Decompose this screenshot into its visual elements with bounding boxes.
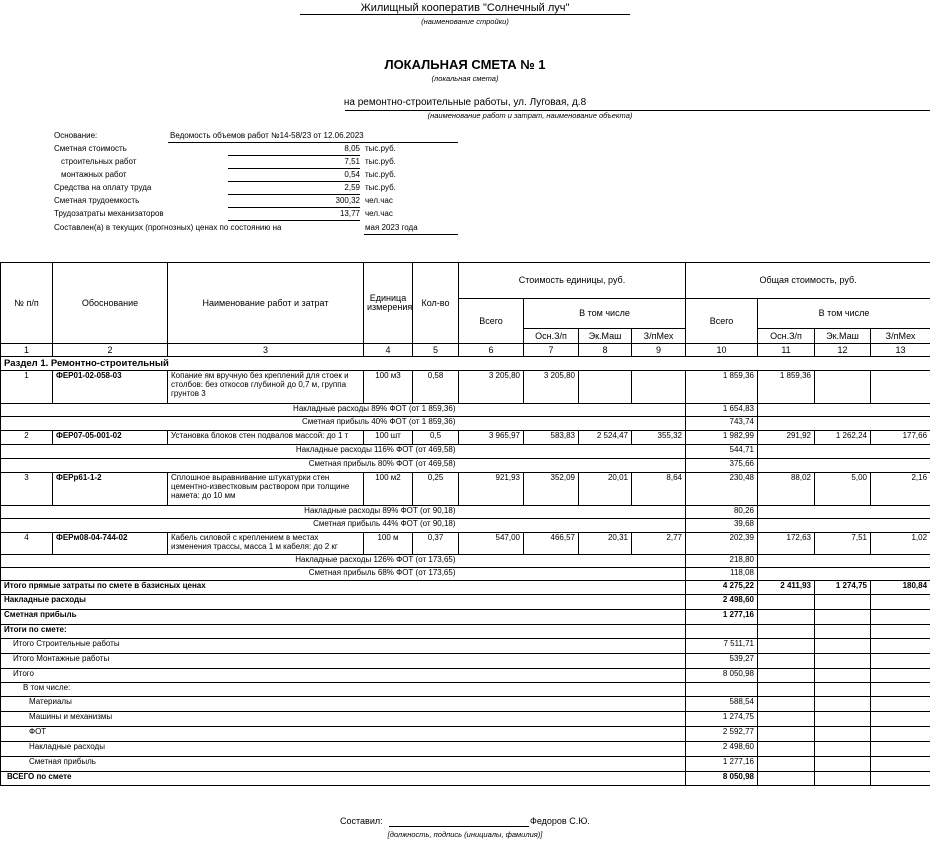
header-basis: Обоснование bbox=[53, 263, 168, 344]
item-u-mach: 2 524,47 bbox=[579, 431, 632, 445]
profit-label: Сметная прибыль 80% ФОТ (от 469,58) bbox=[1, 459, 459, 473]
summary-label: строительных работ bbox=[61, 157, 137, 166]
item-u-osn: 352,09 bbox=[524, 473, 579, 506]
overhead-row bbox=[1, 404, 930, 417]
item-unit: 100 м3 bbox=[364, 371, 413, 404]
summary-value: 300,32 bbox=[335, 196, 360, 205]
profit-sum-row bbox=[1, 757, 930, 772]
divider bbox=[168, 142, 458, 143]
divider bbox=[300, 14, 630, 15]
profit-row bbox=[1, 519, 930, 533]
item-u-total: 3 205,80 bbox=[459, 371, 524, 404]
item-unit: 100 м2 bbox=[364, 473, 413, 506]
overhead-total-row bbox=[1, 595, 930, 610]
overhead-label: Накладные расходы 89% ФОТ (от 1 859,36) bbox=[1, 404, 459, 417]
item-unit: 100 м bbox=[364, 533, 413, 555]
total-label: Сметная прибыль bbox=[1, 757, 686, 772]
total-value: 588,54 bbox=[686, 697, 758, 712]
grand-total-row bbox=[1, 772, 930, 786]
summary-value: 7,51 bbox=[344, 157, 360, 166]
total-label: Итого bbox=[1, 669, 686, 683]
object-caption: (наименование работ и затрат, наименование объекта) bbox=[427, 111, 633, 120]
item-u-mach bbox=[579, 371, 632, 404]
total-value: 4 275,22 bbox=[686, 581, 758, 595]
overhead-label: Накладные расходы 89% ФОТ (от 90,18) bbox=[1, 506, 459, 519]
profit-value: 375,66 bbox=[686, 459, 758, 473]
table-row bbox=[1, 533, 930, 555]
col-number: 1 bbox=[1, 344, 53, 357]
col-number: 5 bbox=[413, 344, 459, 357]
profit-label: Сметная прибыль 68% ФОТ (от 173,65) bbox=[1, 568, 459, 581]
item-t-osn: 172,63 bbox=[758, 533, 815, 555]
item-unit: 100 шт bbox=[364, 431, 413, 445]
profit-row bbox=[1, 459, 930, 473]
item-t-mech: 177,66 bbox=[871, 431, 930, 445]
item-t-osn: 291,92 bbox=[758, 431, 815, 445]
item-u-mach: 20,31 bbox=[579, 533, 632, 555]
table-row bbox=[1, 371, 930, 404]
organization-name: Жилищный кооператив "Солнечный луч" bbox=[360, 2, 570, 14]
profit-value: 118,08 bbox=[686, 568, 758, 581]
total-value: 8 050,98 bbox=[686, 669, 758, 683]
document-title: ЛОКАЛЬНАЯ СМЕТА № 1 bbox=[384, 57, 546, 72]
overhead-value: 80,26 bbox=[686, 506, 758, 519]
construction-row bbox=[1, 639, 930, 654]
item-u-osn: 583,83 bbox=[524, 431, 579, 445]
col-number: 8 bbox=[579, 344, 632, 357]
item-u-mach: 20,01 bbox=[579, 473, 632, 506]
item-t-mach: 1 262,24 bbox=[815, 431, 871, 445]
overhead-row bbox=[1, 445, 930, 459]
item-name: Кабель силовой с креплением в местах изменения трассы, масса 1 м кабеля: до 2 кг bbox=[168, 533, 364, 555]
title-caption: (локальная смета) bbox=[431, 74, 499, 83]
item-t-total: 1 859,36 bbox=[686, 371, 758, 404]
section-title: Раздел 1. Ремонтно-строительный bbox=[1, 357, 930, 371]
header-u-mach: Эк.Маш bbox=[579, 329, 632, 344]
overhead-value: 544,71 bbox=[686, 445, 758, 459]
item-number: 4 bbox=[1, 533, 53, 555]
profit-row bbox=[1, 417, 930, 431]
total-value: 7 511,71 bbox=[686, 639, 758, 654]
divider bbox=[364, 234, 458, 235]
item-code: ФЕР07-05-001-02 bbox=[53, 431, 168, 445]
overhead-sum-row bbox=[1, 742, 930, 757]
item-u-total: 547,00 bbox=[459, 533, 524, 555]
object-name: на ремонтно-строительные работы, ул. Луговая, д.8 bbox=[343, 97, 587, 108]
item-u-osn: 466,57 bbox=[524, 533, 579, 555]
summary-unit: тыс.руб. bbox=[365, 157, 396, 166]
col-number: 7 bbox=[524, 344, 579, 357]
divider bbox=[228, 220, 360, 221]
overhead-row bbox=[1, 555, 930, 568]
summary-label: Трудозатраты механизаторов bbox=[54, 209, 164, 218]
item-t-mech: 1,02 bbox=[871, 533, 930, 555]
prices-label: Составлен(а) в текущих (прогнозных) ценах по состоянию на bbox=[54, 223, 282, 232]
direct-total-row bbox=[1, 581, 930, 595]
item-code: ФЕРм08-04-744-02 bbox=[53, 533, 168, 555]
col-number: 4 bbox=[364, 344, 413, 357]
grand-total-label: ВСЕГО по смете bbox=[1, 772, 686, 786]
item-qty: 0,58 bbox=[413, 371, 459, 404]
header-t-incl: В том числе bbox=[758, 299, 930, 329]
divider bbox=[228, 207, 360, 208]
total-label: Итого Монтажные работы bbox=[1, 654, 686, 669]
item-t-mech bbox=[871, 371, 930, 404]
item-u-mech: 8,64 bbox=[632, 473, 686, 506]
header-t-osn: Осн.З/п bbox=[758, 329, 815, 344]
item-u-osn: 3 205,80 bbox=[524, 371, 579, 404]
col-number: 10 bbox=[686, 344, 758, 357]
item-t-total: 202,39 bbox=[686, 533, 758, 555]
summary-unit: тыс.руб. bbox=[365, 183, 396, 192]
materials-row bbox=[1, 697, 930, 712]
item-t-mach: 7,51 bbox=[815, 533, 871, 555]
profit-value: 39,68 bbox=[686, 519, 758, 533]
summary-label: Сметная трудоемкость bbox=[54, 196, 140, 205]
summary-label: Сметная стоимость bbox=[54, 144, 127, 153]
table-row bbox=[1, 431, 930, 445]
profit-total-row bbox=[1, 610, 930, 625]
summary-value: 0,54 bbox=[344, 170, 360, 179]
overhead-value: 218,80 bbox=[686, 555, 758, 568]
summary-value: 13,77 bbox=[339, 209, 360, 218]
header-unit: Единица измерения bbox=[364, 263, 413, 344]
header-u-incl: В том числе bbox=[524, 299, 686, 329]
header-qty: Кол-во bbox=[413, 263, 459, 344]
item-t-total: 230,48 bbox=[686, 473, 758, 506]
organization-caption: (наименование стройки) bbox=[421, 17, 509, 26]
header-u-total: Всего bbox=[459, 299, 524, 344]
header-t-mech: З/пМех bbox=[871, 329, 930, 344]
profit-row bbox=[1, 568, 930, 581]
item-t-mach: 5,00 bbox=[815, 473, 871, 506]
overhead-value: 1 654,83 bbox=[686, 404, 758, 417]
item-name: Сплошное выравнивание штукатурки стен цементно-известковым раствором при толщине намета: до 10 мм bbox=[168, 473, 364, 506]
basis-label: Основание: bbox=[54, 131, 98, 140]
total-value: 1 277,16 bbox=[686, 610, 758, 625]
total-label: Итоги по смете: bbox=[1, 625, 686, 639]
col-number: 3 bbox=[168, 344, 364, 357]
item-t-total: 1 982,99 bbox=[686, 431, 758, 445]
divider bbox=[228, 194, 360, 195]
summary-unit: чел.час bbox=[365, 196, 393, 205]
fot-row bbox=[1, 727, 930, 742]
item-name: Копание ям вручную без креплений для стоек и столбов: без откосов глубиной до 0,7 м, группа грунтов 3 bbox=[168, 371, 364, 404]
item-t-mach bbox=[815, 371, 871, 404]
item-qty: 0,25 bbox=[413, 473, 459, 506]
signature-line bbox=[389, 826, 529, 827]
header-u-mech: З/пМех bbox=[632, 329, 686, 344]
item-number: 3 bbox=[1, 473, 53, 506]
col-number: 11 bbox=[758, 344, 815, 357]
total-value: 1 277,16 bbox=[686, 757, 758, 772]
total-label: Итого прямые затраты по смете в базисных ценах bbox=[1, 581, 686, 595]
divider bbox=[228, 155, 360, 156]
total-label: Сметная прибыль bbox=[1, 610, 686, 625]
divider bbox=[228, 168, 360, 169]
column-numbers-row bbox=[1, 344, 930, 357]
item-name: Установка блоков стен подвалов массой: до 1 т bbox=[168, 431, 364, 445]
item-u-total: 3 965,97 bbox=[459, 431, 524, 445]
signature-name: Федоров С.Ю. bbox=[530, 816, 590, 826]
profit-label: Сметная прибыль 44% ФОТ (от 90,18) bbox=[1, 519, 459, 533]
table-row bbox=[1, 473, 930, 506]
total-label: В том числе: bbox=[1, 683, 686, 697]
total-label: Итого Строительные работы bbox=[1, 639, 686, 654]
total-mech: 180,84 bbox=[871, 581, 930, 595]
total-osn: 2 411,93 bbox=[758, 581, 815, 595]
overhead-label: Накладные расходы 126% ФОТ (от 173,65) bbox=[1, 555, 459, 568]
total-value: 1 274,75 bbox=[686, 712, 758, 727]
header-t-mach: Эк.Маш bbox=[815, 329, 871, 344]
header-total-cost: Общая стоимость, руб. bbox=[686, 263, 930, 299]
summary-unit: чел.час bbox=[365, 209, 393, 218]
itogi-row bbox=[1, 625, 930, 639]
total-label: Накладные расходы bbox=[1, 742, 686, 757]
signature-label: Составил: bbox=[340, 816, 383, 826]
total-label: ФОТ bbox=[1, 727, 686, 742]
header-u-osn: Осн.З/п bbox=[524, 329, 579, 344]
total-value: 2 498,60 bbox=[686, 595, 758, 610]
grand-total-value: 8 050,98 bbox=[686, 772, 758, 786]
summary-unit: тыс.руб. bbox=[365, 144, 396, 153]
mounting-row bbox=[1, 654, 930, 669]
itogo-row bbox=[1, 669, 930, 683]
item-u-mech: 2,77 bbox=[632, 533, 686, 555]
total-mach: 1 274,75 bbox=[815, 581, 871, 595]
header-unit-cost: Стоимость единицы, руб. bbox=[459, 263, 686, 299]
item-u-total: 921,93 bbox=[459, 473, 524, 506]
summary-unit: тыс.руб. bbox=[365, 170, 396, 179]
total-label: Материалы bbox=[1, 697, 686, 712]
total-value: 2 592,77 bbox=[686, 727, 758, 742]
signature-caption: [должность, подпись (инициалы, фамилия)] bbox=[387, 830, 543, 839]
item-code: ФЕРр61-1-2 bbox=[53, 473, 168, 506]
divider bbox=[228, 181, 360, 182]
col-number: 9 bbox=[632, 344, 686, 357]
summary-label: монтажных работ bbox=[61, 170, 127, 179]
estimate-table bbox=[0, 262, 930, 786]
item-qty: 0,5 bbox=[413, 431, 459, 445]
prices-value: мая 2023 года bbox=[365, 223, 418, 232]
col-number: 12 bbox=[815, 344, 871, 357]
item-u-mech: 355,32 bbox=[632, 431, 686, 445]
item-number: 1 bbox=[1, 371, 53, 404]
summary-value: 2,59 bbox=[344, 183, 360, 192]
header-num: № п/п bbox=[1, 263, 53, 344]
incl-row bbox=[1, 683, 930, 697]
item-code: ФЕР01-02-058-03 bbox=[53, 371, 168, 404]
basis-value: Ведомость объемов работ №14-58/23 от 12.06.2023 bbox=[170, 131, 364, 140]
total-value: 539,27 bbox=[686, 654, 758, 669]
overhead-label: Накладные расходы 116% ФОТ (от 469,58) bbox=[1, 445, 459, 459]
item-t-mech: 2,16 bbox=[871, 473, 930, 506]
col-number: 6 bbox=[459, 344, 524, 357]
total-label: Накладные расходы bbox=[1, 595, 686, 610]
header-t-total: Всего bbox=[686, 299, 758, 344]
total-value: 2 498,60 bbox=[686, 742, 758, 757]
summary-value: 8,05 bbox=[344, 144, 360, 153]
profit-value: 743,74 bbox=[686, 417, 758, 431]
overhead-row bbox=[1, 506, 930, 519]
header-name: Наименование работ и затрат bbox=[168, 263, 364, 344]
summary-label: Средства на оплату труда bbox=[54, 183, 152, 192]
item-u-mech bbox=[632, 371, 686, 404]
profit-label: Сметная прибыль 40% ФОТ (от 1 859,36) bbox=[1, 417, 459, 431]
total-label: Машины и механизмы bbox=[1, 712, 686, 727]
machines-row bbox=[1, 712, 930, 727]
col-number: 2 bbox=[53, 344, 168, 357]
item-number: 2 bbox=[1, 431, 53, 445]
item-t-osn: 1 859,36 bbox=[758, 371, 815, 404]
item-t-osn: 88,02 bbox=[758, 473, 815, 506]
col-number: 13 bbox=[871, 344, 930, 357]
item-qty: 0,37 bbox=[413, 533, 459, 555]
